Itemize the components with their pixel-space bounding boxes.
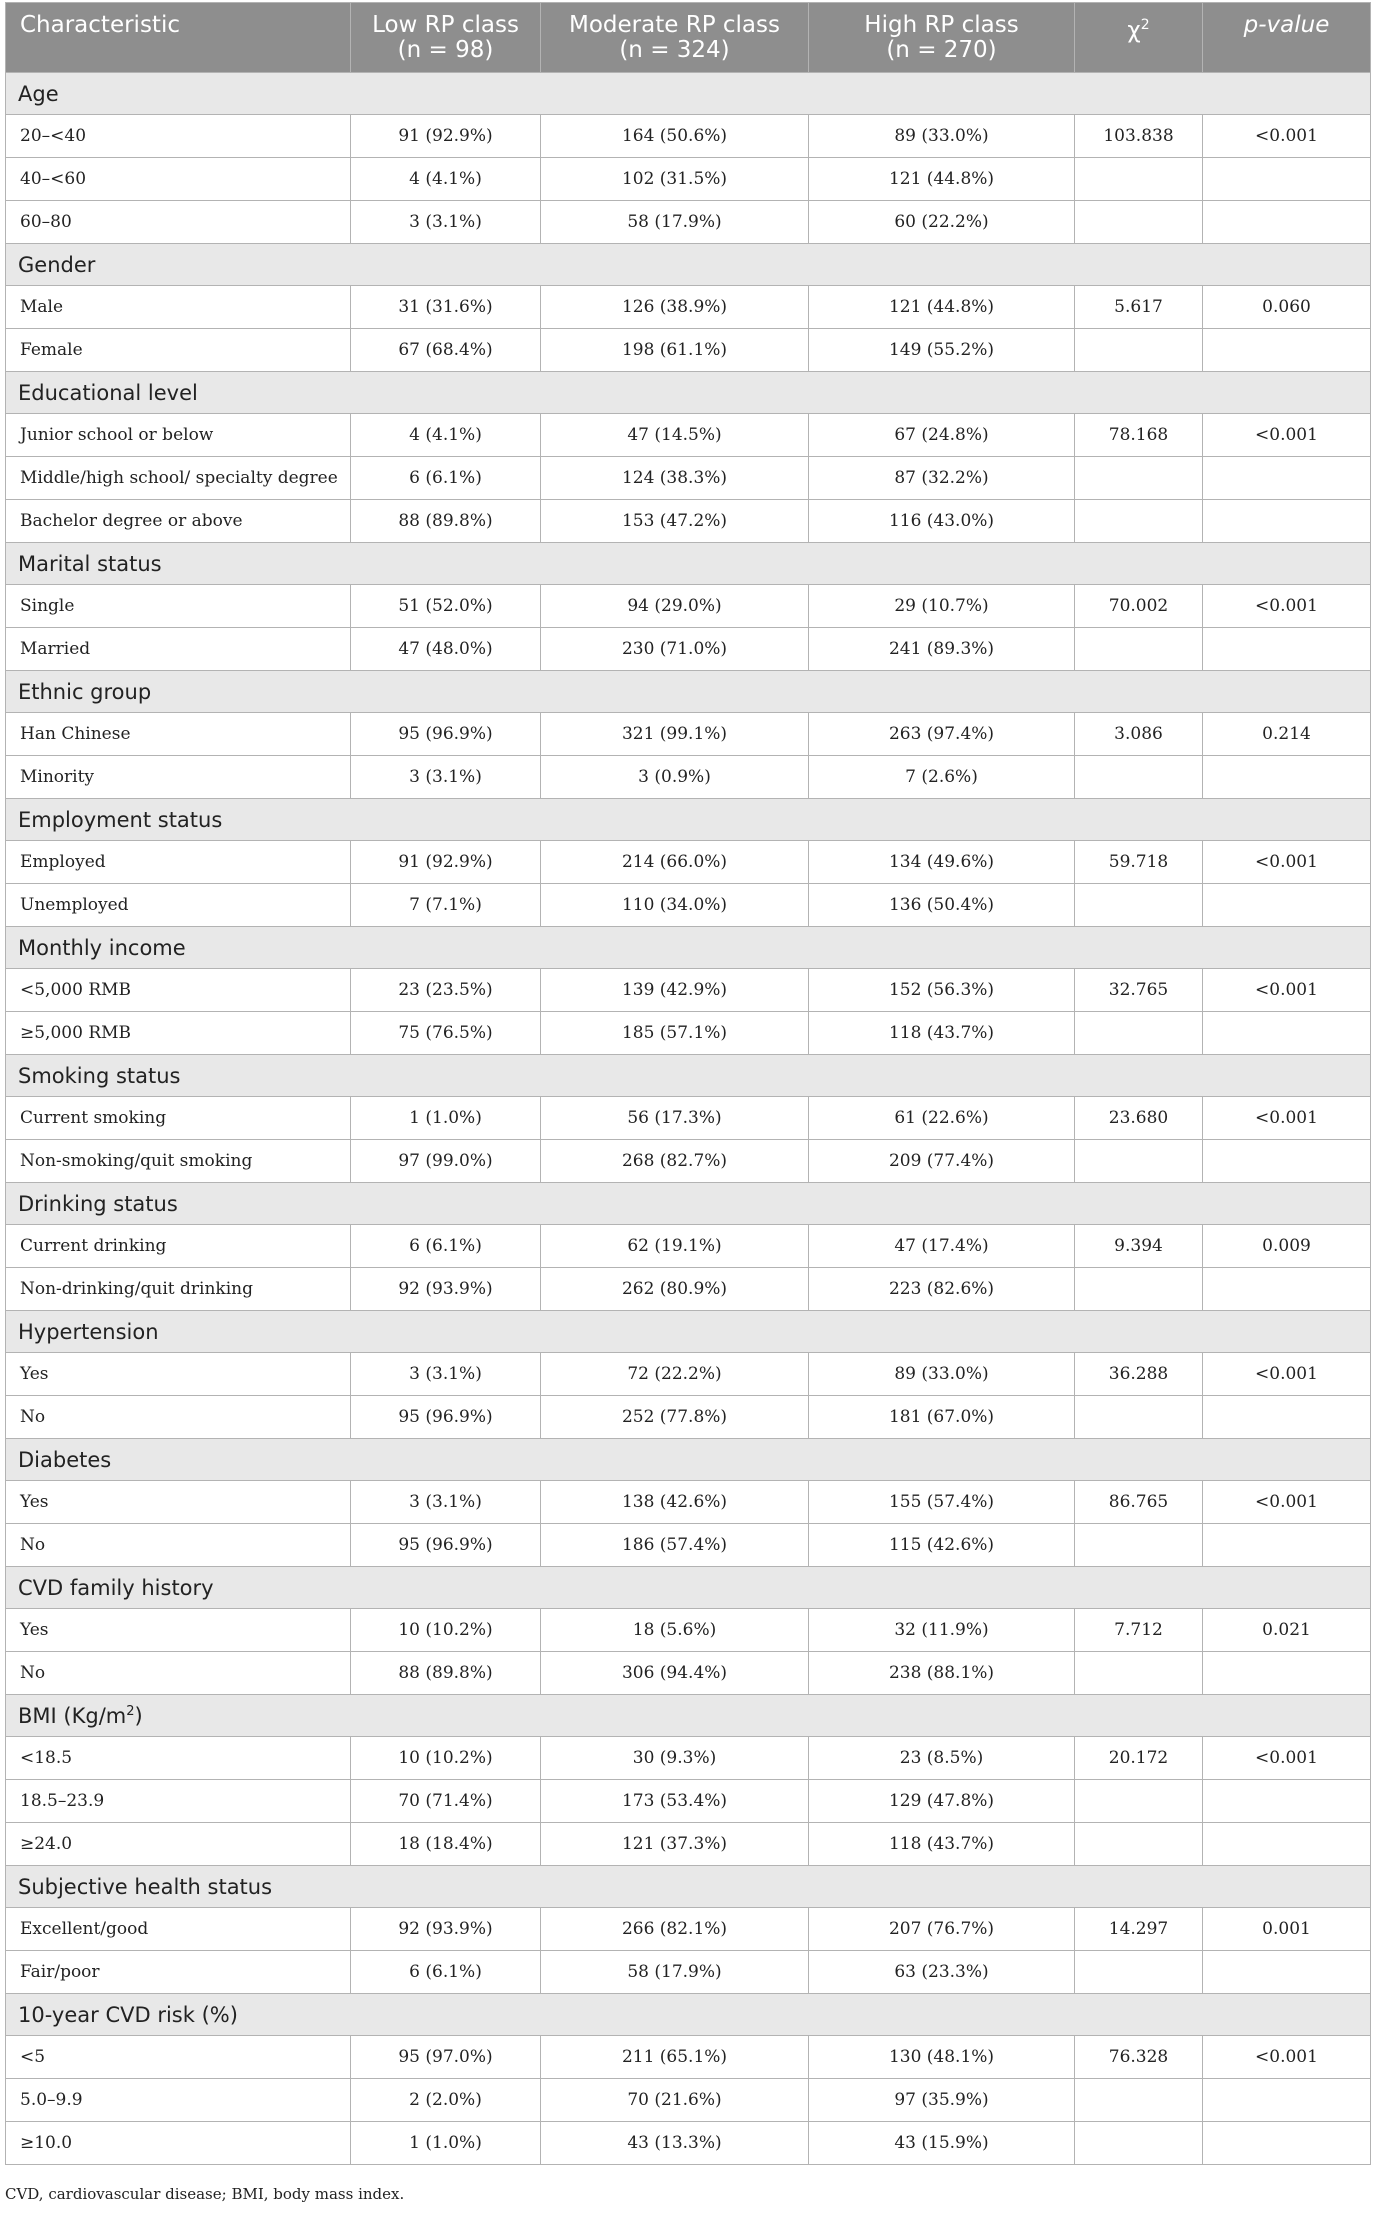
row-label: 18.5–23.9 (6, 1780, 351, 1823)
cell-low: 95 (97.0%) (351, 2036, 541, 2079)
cell-chi (1075, 500, 1203, 543)
cell-low: 91 (92.9%) (351, 115, 541, 158)
cell-chi: 7.712 (1075, 1609, 1203, 1652)
cell-moderate: 94 (29.0%) (541, 585, 809, 628)
cell-chi: 20.172 (1075, 1737, 1203, 1780)
cell-high: 121 (44.8%) (809, 286, 1075, 329)
cell-low: 95 (96.9%) (351, 713, 541, 756)
cell-p: <0.001 (1203, 1737, 1371, 1780)
table-row (6, 585, 1371, 628)
section-row (6, 671, 1371, 713)
cell-high: 155 (57.4%) (809, 1481, 1075, 1524)
cell-p (1203, 201, 1371, 244)
row-label: Middle/high school/ specialty degree (6, 457, 351, 500)
cell-low: 95 (96.9%) (351, 1396, 541, 1439)
cell-high: 149 (55.2%) (809, 329, 1075, 372)
table-row (6, 1780, 1371, 1823)
cell-low: 23 (23.5%) (351, 969, 541, 1012)
section-title: CVD family history (6, 1567, 1371, 1609)
row-label: Fair/poor (6, 1951, 351, 1994)
cell-moderate: 56 (17.3%) (541, 1097, 809, 1140)
cell-p (1203, 1140, 1371, 1183)
cell-chi: 3.086 (1075, 713, 1203, 756)
row-label: ≥5,000 RMB (6, 1012, 351, 1055)
cell-chi: 76.328 (1075, 2036, 1203, 2079)
row-label: Junior school or below (6, 414, 351, 457)
cell-low: 3 (3.1%) (351, 756, 541, 799)
header-low-n: (n = 98) (397, 37, 494, 63)
cell-moderate: 139 (42.9%) (541, 969, 809, 1012)
cell-p: <0.001 (1203, 1481, 1371, 1524)
cell-p (1203, 2122, 1371, 2165)
row-label: Yes (6, 1481, 351, 1524)
cell-low: 4 (4.1%) (351, 414, 541, 457)
row-label: Han Chinese (6, 713, 351, 756)
section-row (6, 1055, 1371, 1097)
cell-p (1203, 1823, 1371, 1866)
cell-p (1203, 1396, 1371, 1439)
row-label: Employed (6, 841, 351, 884)
row-label: Male (6, 286, 351, 329)
cell-low: 92 (93.9%) (351, 1268, 541, 1311)
cell-p: <0.001 (1203, 115, 1371, 158)
cell-chi: 103.838 (1075, 115, 1203, 158)
row-label: Excellent/good (6, 1908, 351, 1951)
section-row (6, 927, 1371, 969)
cell-chi: 14.297 (1075, 1908, 1203, 1951)
row-label: Current smoking (6, 1097, 351, 1140)
row-label: Non-smoking/quit smoking (6, 1140, 351, 1183)
cell-high: 209 (77.4%) (809, 1140, 1075, 1183)
cell-low: 88 (89.8%) (351, 1652, 541, 1695)
table-row (6, 1140, 1371, 1183)
cell-p: 0.001 (1203, 1908, 1371, 1951)
cell-low: 1 (1.0%) (351, 1097, 541, 1140)
cell-p (1203, 1951, 1371, 1994)
section-title: Smoking status (6, 1055, 1371, 1097)
cell-chi (1075, 1524, 1203, 1567)
header-low-rp: Low RP class (n = 98) (351, 3, 541, 73)
cell-chi (1075, 1780, 1203, 1823)
header-high-n: (n = 270) (886, 37, 997, 63)
row-label: 20–<40 (6, 115, 351, 158)
cell-high: 60 (22.2%) (809, 201, 1075, 244)
cell-moderate: 230 (71.0%) (541, 628, 809, 671)
cell-high: 207 (76.7%) (809, 1908, 1075, 1951)
cell-low: 6 (6.1%) (351, 1225, 541, 1268)
cell-low: 2 (2.0%) (351, 2079, 541, 2122)
cell-moderate: 252 (77.8%) (541, 1396, 809, 1439)
section-title: Marital status (6, 543, 1371, 585)
cell-p: 0.021 (1203, 1609, 1371, 1652)
row-label: ≥10.0 (6, 2122, 351, 2165)
header-high-rp: High RP class (n = 270) (809, 3, 1075, 73)
table-row (6, 1012, 1371, 1055)
cell-low: 75 (76.5%) (351, 1012, 541, 1055)
table-row (6, 1524, 1371, 1567)
table-row (6, 457, 1371, 500)
cell-moderate: 126 (38.9%) (541, 286, 809, 329)
header-chi-square: $\chi^2$ (1075, 3, 1203, 73)
section-row (6, 372, 1371, 414)
cell-high: 223 (82.6%) (809, 1268, 1075, 1311)
cell-chi: 32.765 (1075, 969, 1203, 1012)
cell-moderate: 47 (14.5%) (541, 414, 809, 457)
cell-moderate: 72 (22.2%) (541, 1353, 809, 1396)
cell-high: 67 (24.8%) (809, 414, 1075, 457)
cell-high: 121 (44.8%) (809, 158, 1075, 201)
section-row (6, 73, 1371, 115)
cell-moderate: 62 (19.1%) (541, 1225, 809, 1268)
table-row (6, 713, 1371, 756)
cell-low: 91 (92.9%) (351, 841, 541, 884)
header-p-value: p-value (1203, 3, 1371, 73)
cell-p: <0.001 (1203, 2036, 1371, 2079)
cell-moderate: 43 (13.3%) (541, 2122, 809, 2165)
cell-low: 3 (3.1%) (351, 1481, 541, 1524)
cell-low: 51 (52.0%) (351, 585, 541, 628)
cell-high: 23 (8.5%) (809, 1737, 1075, 1780)
cell-chi: 86.765 (1075, 1481, 1203, 1524)
row-label: <18.5 (6, 1737, 351, 1780)
section-row (6, 1567, 1371, 1609)
row-label: Non-drinking/quit drinking (6, 1268, 351, 1311)
section-row (6, 1695, 1371, 1737)
header-moderate-rp: Moderate RP class (n = 324) (541, 3, 809, 73)
cell-chi: 59.718 (1075, 841, 1203, 884)
cell-p (1203, 1780, 1371, 1823)
cell-p: <0.001 (1203, 841, 1371, 884)
cell-chi (1075, 884, 1203, 927)
cell-moderate: 3 (0.9%) (541, 756, 809, 799)
cell-low: 47 (48.0%) (351, 628, 541, 671)
table-row (6, 628, 1371, 671)
section-title: BMI $(Kg/m^2)$ (6, 1695, 1371, 1737)
section-title: Drinking status (6, 1183, 1371, 1225)
cell-high: 136 (50.4%) (809, 884, 1075, 927)
cell-chi (1075, 756, 1203, 799)
cell-p (1203, 884, 1371, 927)
cell-chi (1075, 1140, 1203, 1183)
table-row (6, 969, 1371, 1012)
cell-moderate: 18 (5.6%) (541, 1609, 809, 1652)
row-label: Current drinking (6, 1225, 351, 1268)
cell-moderate: 138 (42.6%) (541, 1481, 809, 1524)
section-row (6, 244, 1371, 286)
row-label: Married (6, 628, 351, 671)
cell-high: 152 (56.3%) (809, 969, 1075, 1012)
cell-p (1203, 1524, 1371, 1567)
table-row (6, 1353, 1371, 1396)
table-row (6, 1737, 1371, 1780)
table-row (6, 1268, 1371, 1311)
cell-low: 3 (3.1%) (351, 1353, 541, 1396)
cell-chi: 23.680 (1075, 1097, 1203, 1140)
cell-chi (1075, 1396, 1203, 1439)
cell-moderate: 321 (99.1%) (541, 713, 809, 756)
table-row (6, 841, 1371, 884)
cell-moderate: 70 (21.6%) (541, 2079, 809, 2122)
cell-chi (1075, 201, 1203, 244)
row-label: 40–<60 (6, 158, 351, 201)
table-row (6, 1481, 1371, 1524)
cell-low: 95 (96.9%) (351, 1524, 541, 1567)
table-row (6, 1908, 1371, 1951)
cell-p (1203, 2079, 1371, 2122)
section-title: Hypertension (6, 1311, 1371, 1353)
table-row (6, 2122, 1371, 2165)
cell-chi (1075, 1652, 1203, 1695)
cell-moderate: 198 (61.1%) (541, 329, 809, 372)
cell-low: 97 (99.0%) (351, 1140, 541, 1183)
cell-p: <0.001 (1203, 969, 1371, 1012)
cell-moderate: 186 (57.4%) (541, 1524, 809, 1567)
cell-chi: 9.394 (1075, 1225, 1203, 1268)
cell-p (1203, 1012, 1371, 1055)
section-title: Subjective health status (6, 1866, 1371, 1908)
section-title: 10-year CVD risk (%) (6, 1994, 1371, 2036)
table-row (6, 286, 1371, 329)
cell-chi (1075, 628, 1203, 671)
cell-moderate: 121 (37.3%) (541, 1823, 809, 1866)
cell-high: 181 (67.0%) (809, 1396, 1075, 1439)
table-row (6, 500, 1371, 543)
section-title: Age (6, 73, 1371, 115)
cell-chi (1075, 457, 1203, 500)
cell-p (1203, 158, 1371, 201)
row-label: <5,000 RMB (6, 969, 351, 1012)
row-label: Single (6, 585, 351, 628)
table-container (5, 2, 1370, 2165)
cell-chi: 78.168 (1075, 414, 1203, 457)
cell-chi: 5.617 (1075, 286, 1203, 329)
section-row (6, 1183, 1371, 1225)
cell-low: 7 (7.1%) (351, 884, 541, 927)
cell-low: 6 (6.1%) (351, 1951, 541, 1994)
cell-chi (1075, 158, 1203, 201)
cell-p (1203, 1268, 1371, 1311)
table-row (6, 1951, 1371, 1994)
cell-high: 118 (43.7%) (809, 1012, 1075, 1055)
row-label: No (6, 1524, 351, 1567)
table-row (6, 414, 1371, 457)
header-characteristic: Characteristic (6, 3, 351, 73)
cell-moderate: 102 (31.5%) (541, 158, 809, 201)
cell-moderate: 214 (66.0%) (541, 841, 809, 884)
cell-p (1203, 1652, 1371, 1695)
table-row (6, 2079, 1371, 2122)
table-row (6, 1097, 1371, 1140)
cell-chi (1075, 329, 1203, 372)
cell-high: 129 (47.8%) (809, 1780, 1075, 1823)
row-label: Female (6, 329, 351, 372)
cell-moderate: 164 (50.6%) (541, 115, 809, 158)
cell-high: 63 (23.3%) (809, 1951, 1075, 1994)
section-row (6, 1439, 1371, 1481)
cell-low: 10 (10.2%) (351, 1609, 541, 1652)
section-title: Diabetes (6, 1439, 1371, 1481)
row-label: <5 (6, 2036, 351, 2079)
section-row (6, 1311, 1371, 1353)
cell-p: 0.009 (1203, 1225, 1371, 1268)
table-row (6, 1396, 1371, 1439)
row-label: No (6, 1396, 351, 1439)
cell-high: 61 (22.6%) (809, 1097, 1075, 1140)
cell-high: 89 (33.0%) (809, 115, 1075, 158)
table-row (6, 2036, 1371, 2079)
cell-chi (1075, 1012, 1203, 1055)
cell-chi (1075, 2079, 1203, 2122)
section-title: Gender (6, 244, 1371, 286)
header-row (6, 3, 1371, 73)
cell-high: 116 (43.0%) (809, 500, 1075, 543)
cell-low: 18 (18.4%) (351, 1823, 541, 1866)
row-label: Unemployed (6, 884, 351, 927)
cell-p: <0.001 (1203, 585, 1371, 628)
cell-chi (1075, 1951, 1203, 1994)
row-label: 5.0–9.9 (6, 2079, 351, 2122)
cell-moderate: 110 (34.0%) (541, 884, 809, 927)
section-row (6, 1866, 1371, 1908)
cell-high: 241 (89.3%) (809, 628, 1075, 671)
cell-moderate: 306 (94.4%) (541, 1652, 809, 1695)
table-row (6, 756, 1371, 799)
table-row (6, 329, 1371, 372)
cell-low: 4 (4.1%) (351, 158, 541, 201)
table-body (6, 73, 1371, 2165)
row-label: Yes (6, 1609, 351, 1652)
cell-chi (1075, 2122, 1203, 2165)
table-row (6, 1225, 1371, 1268)
cell-p (1203, 628, 1371, 671)
cell-high: 263 (97.4%) (809, 713, 1075, 756)
cell-moderate: 30 (9.3%) (541, 1737, 809, 1780)
section-title: Monthly income (6, 927, 1371, 969)
cell-p: <0.001 (1203, 414, 1371, 457)
cell-moderate: 58 (17.9%) (541, 201, 809, 244)
cell-chi: 70.002 (1075, 585, 1203, 628)
cell-moderate: 124 (38.3%) (541, 457, 809, 500)
cell-low: 70 (71.4%) (351, 1780, 541, 1823)
section-row (6, 543, 1371, 585)
cell-moderate: 173 (53.4%) (541, 1780, 809, 1823)
table-row (6, 1652, 1371, 1695)
characteristics-table (5, 2, 1371, 2165)
row-label: ≥24.0 (6, 1823, 351, 1866)
cell-high: 118 (43.7%) (809, 1823, 1075, 1866)
cell-moderate: 262 (80.9%) (541, 1268, 809, 1311)
cell-low: 6 (6.1%) (351, 457, 541, 500)
table-row (6, 201, 1371, 244)
cell-low: 92 (93.9%) (351, 1908, 541, 1951)
section-title: Educational level (6, 372, 1371, 414)
cell-low: 10 (10.2%) (351, 1737, 541, 1780)
cell-high: 43 (15.9%) (809, 2122, 1075, 2165)
cell-high: 134 (49.6%) (809, 841, 1075, 884)
cell-high: 47 (17.4%) (809, 1225, 1075, 1268)
cell-moderate: 266 (82.1%) (541, 1908, 809, 1951)
cell-p: 0.060 (1203, 286, 1371, 329)
cell-p (1203, 329, 1371, 372)
cell-moderate: 211 (65.1%) (541, 2036, 809, 2079)
table-row (6, 884, 1371, 927)
row-label: Bachelor degree or above (6, 500, 351, 543)
cell-p (1203, 500, 1371, 543)
section-row (6, 799, 1371, 841)
cell-p: <0.001 (1203, 1097, 1371, 1140)
cell-high: 87 (32.2%) (809, 457, 1075, 500)
cell-p (1203, 756, 1371, 799)
cell-chi: 36.288 (1075, 1353, 1203, 1396)
cell-low: 1 (1.0%) (351, 2122, 541, 2165)
row-label: Yes (6, 1353, 351, 1396)
cell-low: 67 (68.4%) (351, 329, 541, 372)
table-row (6, 158, 1371, 201)
cell-high: 29 (10.7%) (809, 585, 1075, 628)
cell-low: 88 (89.8%) (351, 500, 541, 543)
cell-high: 7 (2.6%) (809, 756, 1075, 799)
table-row (6, 115, 1371, 158)
cell-moderate: 58 (17.9%) (541, 1951, 809, 1994)
cell-high: 115 (42.6%) (809, 1524, 1075, 1567)
cell-high: 130 (48.1%) (809, 2036, 1075, 2079)
table-row (6, 1823, 1371, 1866)
cell-high: 89 (33.0%) (809, 1353, 1075, 1396)
cell-high: 97 (35.9%) (809, 2079, 1075, 2122)
row-label: No (6, 1652, 351, 1695)
cell-moderate: 185 (57.1%) (541, 1012, 809, 1055)
cell-p: 0.214 (1203, 713, 1371, 756)
cell-moderate: 268 (82.7%) (541, 1140, 809, 1183)
section-title: Employment status (6, 799, 1371, 841)
cell-low: 31 (31.6%) (351, 286, 541, 329)
table-row (6, 1609, 1371, 1652)
header-moderate-n: (n = 324) (619, 37, 730, 63)
row-label: 60–80 (6, 201, 351, 244)
row-label: Minority (6, 756, 351, 799)
cell-p: <0.001 (1203, 1353, 1371, 1396)
cell-high: 32 (11.9%) (809, 1609, 1075, 1652)
section-row (6, 1994, 1371, 2036)
section-title: Ethnic group (6, 671, 1371, 713)
cell-chi (1075, 1268, 1203, 1311)
table-footnote: CVD, cardiovascular disease; BMI, body mass index. (5, 2185, 405, 2203)
cell-chi (1075, 1823, 1203, 1866)
cell-low: 3 (3.1%) (351, 201, 541, 244)
cell-high: 238 (88.1%) (809, 1652, 1075, 1695)
cell-p (1203, 457, 1371, 500)
cell-moderate: 153 (47.2%) (541, 500, 809, 543)
